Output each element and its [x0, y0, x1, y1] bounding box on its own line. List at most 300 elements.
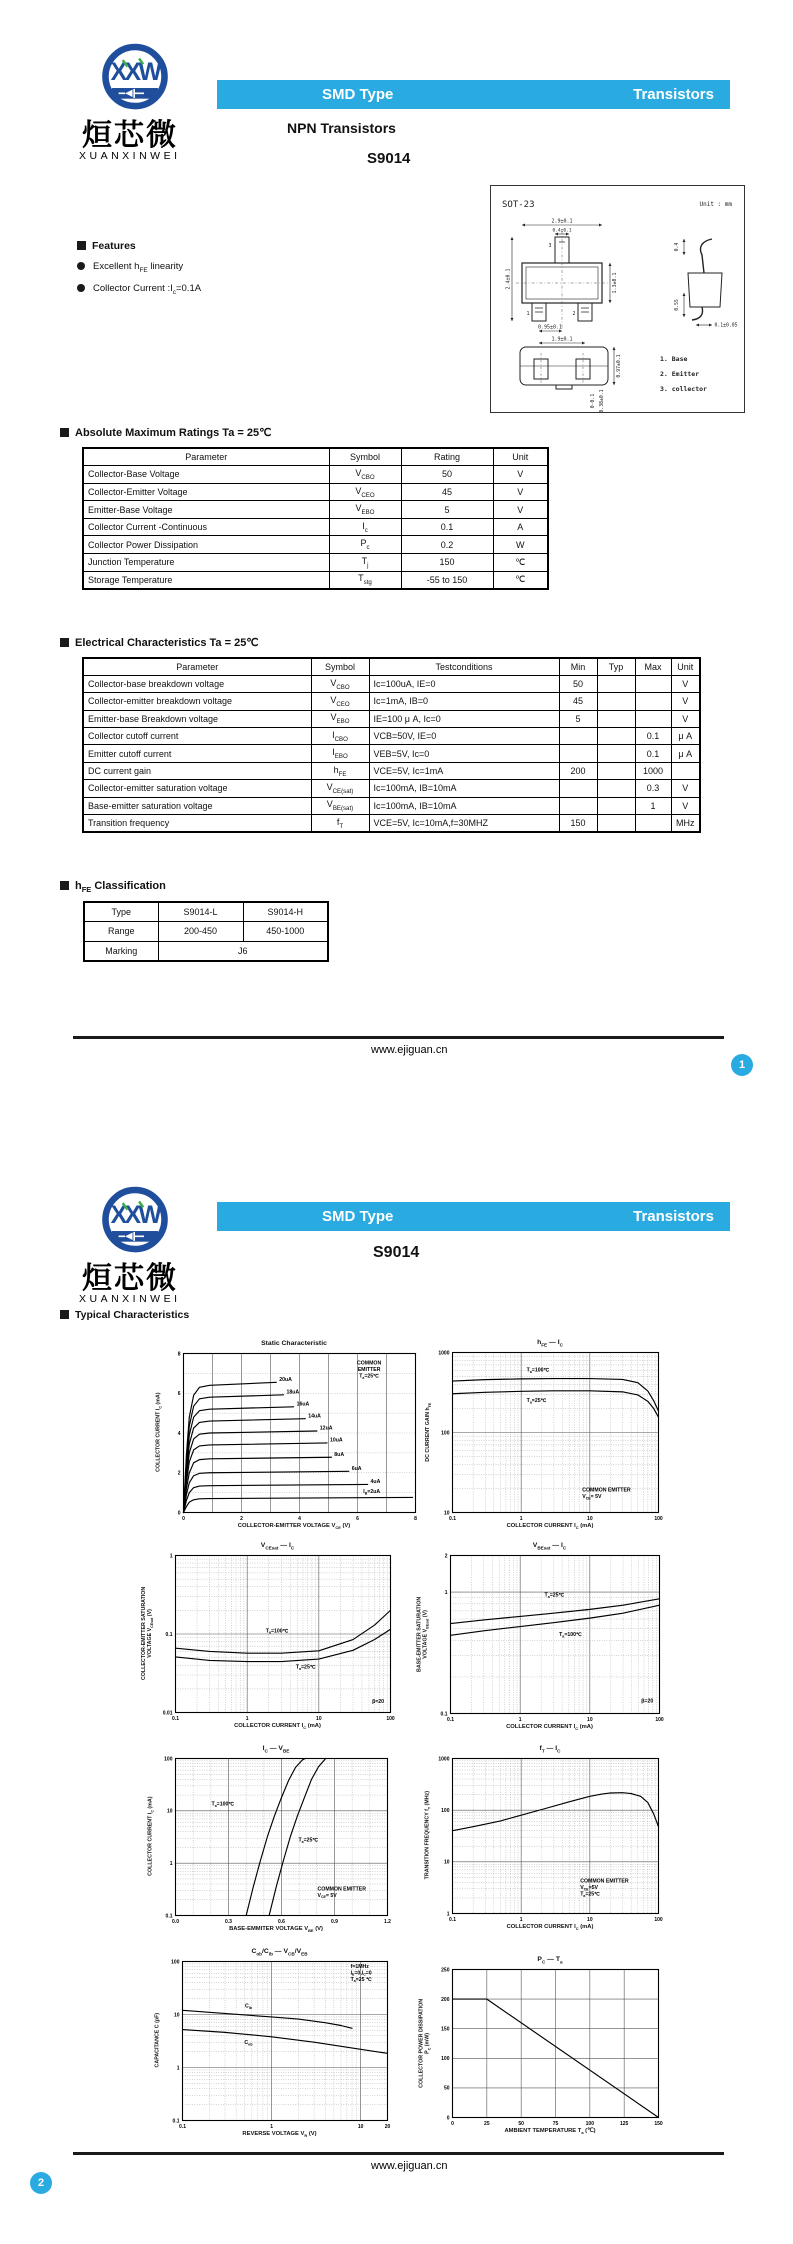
chart-xlabel-vbesat-ic: COLLECTOR CURRENT $I_C$ (mA) — [506, 1724, 593, 1732]
table-cell: $V_{BE(sat)}$ — [311, 797, 369, 814]
chart-title-ft-ic: $f_T$ — $I_C$ — [539, 1744, 561, 1753]
svg-text:Ta=25℃: $T_a=25℃$ — [295, 1664, 316, 1671]
svg-text:0: 0 — [182, 1516, 185, 1522]
table-cell — [597, 745, 635, 762]
footer-url: www.ejiguan.cn — [371, 1044, 448, 1056]
page-number-badge: 2 — [30, 2172, 52, 2194]
table-cell: Ic=100mA, IB=10mA — [369, 780, 559, 797]
svg-text:0.1: 0.1 — [447, 1717, 454, 1723]
table-cell — [671, 762, 700, 779]
table-cell: Transition frequency — [83, 815, 311, 832]
svg-text:β=20: β=20 — [641, 1698, 654, 1705]
svg-text:10uA: 10uA — [329, 1437, 343, 1444]
table-cell: 0.1 — [635, 745, 671, 762]
table-cell: V — [671, 797, 700, 814]
table-cell: Emitter-base Breakdown voltage — [83, 710, 311, 727]
svg-text:200: 200 — [441, 1996, 450, 2003]
chart-title-static-characteristic: Static Characteristic — [261, 1339, 327, 1347]
svg-text:EMITTER: EMITTER — [357, 1367, 381, 1374]
chart-xlabel-ic-vbe: BASE-EMMITER VOLTAGE $V_{BE}$ (V) — [229, 1926, 323, 1934]
table-row — [83, 693, 700, 710]
svg-text:0: 0 — [446, 2115, 450, 2122]
svg-text:1: 1 — [169, 1553, 173, 1560]
svg-text:0-0.1: 0-0.1 — [591, 393, 596, 409]
svg-text:Ta=100℃: $T_a=100℃$ — [559, 1632, 582, 1639]
table-cell: $h_{FE}$ — [311, 762, 369, 779]
table-row — [83, 466, 548, 484]
table-cell: V — [493, 466, 548, 484]
chart-ft-ic — [422, 1750, 672, 1929]
table-cell — [559, 780, 597, 797]
table-cell: 200 — [559, 762, 597, 779]
table-cell: V — [493, 483, 548, 501]
table-cell: W — [493, 536, 548, 554]
data-table — [82, 447, 549, 590]
table-cell: 0.1 — [401, 518, 493, 536]
svg-text:100: 100 — [654, 1917, 663, 1923]
svg-text:COMMON EMITTER: COMMON EMITTER — [580, 1878, 629, 1885]
chart-title-hfe-ic: $h_{FE}$ — $I_C$ — [537, 1338, 563, 1347]
chart-xlabel-pc-ta: AMBIENT TEMPERATURE $T_a$ (℃) — [504, 2128, 596, 2136]
table-cell: ℃ — [493, 554, 548, 572]
svg-text:0.1: 0.1 — [165, 1913, 173, 1920]
table-cell: VCB=50V, IE=0 — [369, 728, 559, 745]
svg-text:Ta=25℃: $T_a=25℃$ — [580, 1891, 601, 1898]
brand-name-cn: 烜芯微 — [82, 1262, 178, 1295]
table-cell: μ A — [671, 728, 700, 745]
svg-text:VCE=5V: $V_{CE}=5V$ — [580, 1885, 598, 1892]
svg-text:3: 3 — [548, 243, 552, 249]
svg-text:0.4±0.1: 0.4±0.1 — [552, 228, 572, 234]
table-cell: Ic=100mA, IB=10mA — [369, 797, 559, 814]
table-cell: 5 — [559, 710, 597, 727]
section-square-icon — [77, 241, 86, 250]
header-bar-right-label: Transistors — [633, 86, 714, 103]
chart-xlabel-ft-ic: COLLECTOR CURRENT $I_C$ (mA) — [506, 1924, 594, 1932]
svg-text:3. collector: 3. collector — [660, 385, 707, 393]
chart-static-characteristic — [153, 1345, 429, 1528]
table-cell: -55 to 150 — [401, 571, 493, 589]
svg-text:0.01: 0.01 — [162, 1710, 173, 1717]
section-square-icon — [60, 638, 69, 647]
chart-ic-vbe — [145, 1750, 401, 1931]
table-cell: J6 — [158, 941, 328, 961]
chart-title-cob-cib: $C_{ob}/C_{ib}$ — $V_{CB}/V_{EB}$ — [251, 1947, 308, 1956]
svg-text:XXW: XXW — [110, 58, 160, 86]
table-cell: 5 — [401, 501, 493, 519]
feature-item: Excellent $h_{FE}$ linearity — [77, 261, 201, 274]
svg-text:50: 50 — [518, 2121, 524, 2127]
table-cell: IE=100 μ A, Ic=0 — [369, 710, 559, 727]
svg-text:0.1: 0.1 — [172, 2118, 180, 2125]
table-row — [84, 922, 328, 942]
footer-rule — [73, 2152, 724, 2155]
table-cell: V — [671, 693, 700, 710]
svg-text:0.3: 0.3 — [225, 1919, 232, 1925]
svg-text:12uA: 12uA — [319, 1425, 333, 1432]
chart-ylabel-ft-ic: TRANSITION FREQUENCY $f_T$ (MHz) — [424, 1791, 432, 1880]
svg-text:0.55: 0.55 — [675, 299, 680, 311]
table-cell: VEB=5V, Ic=0 — [369, 745, 559, 762]
page-number-badge: 1 — [731, 1054, 753, 1076]
svg-text:14uA: 14uA — [308, 1413, 321, 1420]
svg-text:10: 10 — [316, 1716, 322, 1722]
brand-logo — [94, 42, 176, 116]
svg-text:VCE= 5V: $V_{CE}= 5V$ — [582, 1494, 602, 1501]
part-number: S9014 — [367, 150, 411, 167]
section-square-icon — [60, 1310, 69, 1319]
header-bar-left-label: SMD Type — [322, 1208, 394, 1225]
svg-text:0.97±0.1: 0.97±0.1 — [617, 354, 622, 378]
svg-text:50: 50 — [443, 2085, 450, 2092]
svg-text:Ta=100℃: $T_a=100℃$ — [265, 1628, 289, 1635]
svg-text:2. Emitter: 2. Emitter — [660, 370, 700, 378]
svg-text:1. Base: 1. Base — [660, 355, 688, 363]
table-cell: Range — [84, 922, 158, 942]
header-bar — [217, 80, 730, 109]
svg-text:1: 1 — [444, 1589, 448, 1596]
table-cell: VCE=5V, Ic=10mA,f=30MHZ — [369, 815, 559, 832]
table-cell: V — [671, 675, 700, 692]
svg-text:0.1: 0.1 — [440, 1711, 448, 1718]
svg-text:1: 1 — [446, 1911, 450, 1918]
table-cell: MHz — [671, 815, 700, 832]
svg-text:100: 100 — [441, 2056, 450, 2063]
svg-text:6: 6 — [177, 1391, 181, 1398]
table-cell: 45 — [401, 483, 493, 501]
table-row — [84, 902, 328, 922]
table-cell: Ic=1mA, IB=0 — [369, 693, 559, 710]
table-cell — [559, 728, 597, 745]
table-cell: Collector-emitter breakdown voltage — [83, 693, 311, 710]
table-cell: Max — [635, 658, 671, 675]
svg-text:1: 1 — [176, 2065, 180, 2072]
chart-ylabel-pc-ta: COLLECTOR POWER DISSIPATION $P_C$ (mW) — [418, 1998, 432, 2088]
chart-hfe-ic — [422, 1344, 672, 1528]
table-cell — [597, 693, 635, 710]
table-cell: V — [671, 710, 700, 727]
svg-text:18uA: 18uA — [286, 1389, 300, 1396]
chart-title-vcesat-ic: $V_{CEsat}$ — $I_C$ — [260, 1541, 295, 1550]
svg-text:10: 10 — [173, 2012, 180, 2019]
table-cell — [597, 780, 635, 797]
svg-text:1.3±0.1: 1.3±0.1 — [612, 272, 618, 294]
svg-text:1: 1 — [519, 1917, 523, 1923]
section-square-icon — [60, 428, 69, 437]
table-cell: Parameter — [83, 658, 311, 675]
svg-text:10: 10 — [587, 1516, 593, 1522]
svg-text:Cob: $C_{ob}$ — [244, 2040, 253, 2047]
table-cell: 1 — [635, 797, 671, 814]
table-row — [83, 658, 700, 675]
table-cell: $V_{CE(sat)}$ — [311, 780, 369, 797]
table-cell: Symbol — [329, 448, 401, 466]
table-cell: S9014-L — [158, 902, 243, 922]
svg-text:1: 1 — [518, 1717, 522, 1723]
svg-text:1: 1 — [245, 1716, 249, 1722]
table-cell — [635, 693, 671, 710]
svg-text:8: 8 — [414, 1516, 417, 1522]
hfe-class-heading: $h_{FE}$ Classification — [60, 880, 166, 894]
chart-xlabel-static-characteristic: COLLECTOR-EMITTER VOLTAGE $V_{CE}$ (V) — [237, 1523, 351, 1531]
bullet-icon — [77, 262, 85, 270]
svg-text:6uA: 6uA — [351, 1465, 362, 1472]
table-cell — [597, 815, 635, 832]
table-cell: 150 — [559, 815, 597, 832]
svg-text:125: 125 — [619, 2121, 629, 2127]
table-cell: $V_{EBO}$ — [311, 710, 369, 727]
table-row — [83, 571, 548, 589]
table-cell: 45 — [559, 693, 597, 710]
features-section — [77, 240, 201, 305]
table-cell: 50 — [559, 675, 597, 692]
svg-text:0.9: 0.9 — [331, 1919, 338, 1925]
table-cell: 450-1000 — [243, 922, 328, 942]
table-cell: S9014-H — [243, 902, 328, 922]
table-cell: μ A — [671, 745, 700, 762]
svg-text:Ta=25℃: $T_a=25℃$ — [359, 1373, 379, 1380]
table-row — [83, 745, 700, 762]
svg-text:2: 2 — [572, 311, 576, 317]
table-row — [83, 780, 700, 797]
svg-text:16uA: 16uA — [296, 1401, 310, 1408]
chart-vcesat-ic — [145, 1547, 404, 1728]
svg-text:1.2: 1.2 — [384, 1919, 391, 1925]
svg-text:0: 0 — [177, 1510, 181, 1517]
table-row — [83, 710, 700, 727]
table-cell: 150 — [401, 554, 493, 572]
svg-text:8: 8 — [177, 1351, 181, 1358]
table-row — [83, 448, 548, 466]
chart-xlabel-vcesat-ic: COLLECTOR CURRENT $I_C$ (mA) — [234, 1723, 321, 1731]
svg-text:100: 100 — [164, 1756, 173, 1763]
table-cell: Emitter-Base Voltage — [83, 501, 329, 519]
amr-heading: Absolute Maximum Ratings Ta = 25℃ — [60, 426, 271, 439]
svg-text:COMMON EMITTER: COMMON EMITTER — [582, 1487, 631, 1494]
svg-text:100: 100 — [655, 1717, 664, 1723]
header-bar-left-label: SMD Type — [322, 86, 394, 103]
svg-text:6: 6 — [356, 1516, 359, 1522]
svg-text:150: 150 — [654, 2121, 663, 2127]
chart-ylabel-vbesat-ic: BASE-EMITTER SATURATION VOLTAGE $V_{BEsat}$ (V) — [416, 1596, 430, 1672]
typical-characteristics-heading: Typical Characteristics — [60, 1309, 189, 1321]
doc-subtitle: NPN Transistors — [287, 120, 396, 136]
svg-text:f=1MHz: f=1MHz — [350, 1963, 369, 1970]
svg-text:Ta=25 ℃: $T_a=25$ ℃ — [350, 1976, 372, 1984]
svg-text:0.1: 0.1 — [449, 1516, 456, 1522]
table-row — [83, 536, 548, 554]
table-cell: 50 — [401, 466, 493, 484]
chart-ylabel-vcesat-ic: COLLECTOR-EMITTER SATURATION VOLTAGE $V_{CEsat}$ (V) — [141, 1586, 155, 1681]
table-row — [84, 941, 328, 961]
svg-text:1000: 1000 — [438, 1350, 450, 1357]
svg-text:8uA: 8uA — [334, 1451, 345, 1458]
table-row — [83, 815, 700, 832]
table-row — [83, 483, 548, 501]
svg-text:10: 10 — [587, 1717, 593, 1723]
svg-text:100: 100 — [171, 1959, 180, 1966]
svg-text:Ta=25℃: $T_a=25℃$ — [544, 1592, 565, 1599]
svg-text:100: 100 — [386, 1716, 395, 1722]
table-cell: $V_{CEO}$ — [311, 693, 369, 710]
table-cell: A — [493, 518, 548, 536]
table-cell: $f_T$ — [311, 815, 369, 832]
table-cell: $T_j$ — [329, 554, 401, 572]
bullet-icon — [77, 284, 85, 292]
feature-item: Collector Current $:I_c=0.1A$ — [77, 283, 201, 296]
table-cell: $P_c$ — [329, 536, 401, 554]
svg-text:1: 1 — [169, 1860, 173, 1867]
table-cell — [597, 797, 635, 814]
svg-text:0.1: 0.1 — [165, 1631, 173, 1638]
table-cell — [597, 728, 635, 745]
table-cell — [597, 675, 635, 692]
svg-text:0.4: 0.4 — [675, 242, 680, 252]
table-row — [83, 797, 700, 814]
table-cell: Typ — [597, 658, 635, 675]
table-cell: DC current gain — [83, 762, 311, 779]
svg-text:IB=2uA: $I_B=2uA$ — [363, 1489, 381, 1496]
svg-text:0.38±0.1: 0.38±0.1 — [600, 389, 605, 413]
ec-heading: Electrical Characteristics Ta = 25℃ — [60, 636, 259, 649]
features-heading: Features — [77, 240, 201, 252]
table-cell: Marking — [84, 941, 158, 961]
table-cell: Type — [84, 902, 158, 922]
chart-vbesat-ic — [420, 1547, 673, 1729]
table-cell: $V_{CBO}$ — [311, 675, 369, 692]
svg-text:4: 4 — [298, 1516, 301, 1522]
footer-url: www.ejiguan.cn — [371, 2160, 448, 2172]
chart-xlabel-hfe-ic: COLLECTOR CURRENT $I_C$ (mA) — [506, 1523, 594, 1531]
table-row — [83, 554, 548, 572]
chart-cob-cib — [152, 1953, 401, 2136]
brand-logo — [94, 1185, 176, 1259]
table-cell: V — [671, 780, 700, 797]
svg-text:20uA: 20uA — [279, 1376, 292, 1383]
hfe-classification-table — [83, 901, 329, 962]
table-cell: Base-emitter saturation voltage — [83, 797, 311, 814]
svg-text:VCE= 5V: $V_{CE}= 5V$ — [317, 1892, 337, 1900]
svg-text:100: 100 — [654, 1516, 663, 1522]
chart-ylabel-cob-cib: CAPACITANCE C (pF) — [154, 2013, 161, 2068]
table-row — [83, 518, 548, 536]
svg-text:IE=0,IC=0: $I_E=0,I_C=0$ — [350, 1970, 372, 1977]
svg-text:0.0: 0.0 — [172, 1919, 179, 1925]
svg-text:20: 20 — [384, 2124, 391, 2130]
svg-text:1: 1 — [270, 2124, 273, 2130]
chart-ylabel-static-characteristic: COLLECTOR CURRENT $I_C$ (mA) — [155, 1392, 163, 1473]
table-cell: 0.3 — [635, 780, 671, 797]
svg-text:100: 100 — [441, 1430, 450, 1437]
brand-name-cn: 烜芯微 — [82, 119, 178, 152]
table-row — [83, 501, 548, 519]
table-cell: 200-450 — [158, 922, 243, 942]
svg-text:0.1: 0.1 — [172, 1716, 179, 1722]
table-cell: Storage Temperature — [83, 571, 329, 589]
table-cell: Junction Temperature — [83, 554, 329, 572]
svg-text:Ta=25℃: $T_a=25℃$ — [298, 1837, 319, 1845]
svg-text:4uA: 4uA — [370, 1479, 381, 1486]
table-cell: 1000 — [635, 762, 671, 779]
svg-text:0.1: 0.1 — [449, 1917, 456, 1923]
chart-title-vbesat-ic: $V_{BEsat}$ — $I_C$ — [532, 1541, 567, 1550]
table-cell: Emitter cutoff current — [83, 745, 311, 762]
svg-text:COMMON: COMMON — [356, 1360, 382, 1367]
table-cell: Testconditions — [369, 658, 559, 675]
table-cell: Collector-base breakdown voltage — [83, 675, 311, 692]
table-cell — [559, 797, 597, 814]
svg-text:XXW: XXW — [110, 1201, 160, 1229]
svg-text:Cib: $C_{ib}$ — [245, 2003, 252, 2010]
data-table — [82, 657, 701, 833]
table-cell — [635, 710, 671, 727]
table-cell: V — [493, 501, 548, 519]
svg-text:1.9±0.1: 1.9±0.1 — [551, 336, 573, 343]
svg-text:COMMON EMITTER: COMMON EMITTER — [317, 1886, 366, 1893]
svg-text:100: 100 — [441, 1807, 450, 1814]
brand-name-en: XUANXINWEI — [79, 1293, 181, 1305]
table-cell: 0.2 — [401, 536, 493, 554]
table-cell: Collector-emitter saturation voltage — [83, 780, 311, 797]
svg-text:2.4±0.1: 2.4±0.1 — [505, 268, 512, 290]
table-cell — [559, 745, 597, 762]
chart-pc-ta — [422, 1961, 672, 2133]
table-cell: Collector Power Dissipation — [83, 536, 329, 554]
svg-text:2: 2 — [240, 1516, 243, 1522]
table-cell: $V_{CBO}$ — [329, 466, 401, 484]
table-cell — [635, 815, 671, 832]
svg-text:Ta=100℃: $T_a=100℃$ — [211, 1801, 235, 1808]
table-cell — [597, 762, 635, 779]
package-outline-drawing — [490, 185, 745, 413]
table-cell: $I_c$ — [329, 518, 401, 536]
svg-text:1: 1 — [519, 1516, 523, 1522]
table-cell: Ic=100uA, IE=0 — [369, 675, 559, 692]
svg-text:Ta=25℃: $T_a=25℃$ — [526, 1398, 547, 1405]
chart-ylabel-hfe-ic: DC CURRENT GAIN $h_{FE}$ — [424, 1402, 432, 1462]
svg-text:10: 10 — [166, 1808, 173, 1815]
table-cell — [597, 710, 635, 727]
table-cell: Collector-Base Voltage — [83, 466, 329, 484]
table-cell: Min — [559, 658, 597, 675]
svg-text:1000: 1000 — [438, 1756, 450, 1763]
table-cell: Unit — [493, 448, 548, 466]
svg-text:2.9±0.1: 2.9±0.1 — [551, 218, 573, 225]
svg-text:0: 0 — [451, 2121, 454, 2127]
svg-text:25: 25 — [484, 2121, 490, 2127]
svg-text:2: 2 — [177, 1470, 181, 1477]
table-cell: Symbol — [311, 658, 369, 675]
svg-text:0.1: 0.1 — [179, 2124, 186, 2130]
svg-text:2: 2 — [444, 1553, 448, 1560]
footer-rule — [73, 1036, 724, 1039]
electrical-characteristics-table — [82, 657, 701, 833]
svg-text:1: 1 — [526, 311, 530, 317]
table-row — [83, 762, 700, 779]
section-square-icon — [60, 881, 69, 890]
svg-text:β=20: β=20 — [372, 1699, 385, 1706]
svg-text:10: 10 — [443, 1510, 450, 1517]
table-row — [83, 728, 700, 745]
table-row — [83, 675, 700, 692]
chart-ylabel-ic-vbe: COLLECTOR CURRENT $I_C$ (mA) — [147, 1796, 155, 1877]
table-cell: Collector-Emitter Voltage — [83, 483, 329, 501]
table-cell: $I_{EBO}$ — [311, 745, 369, 762]
table-cell — [635, 675, 671, 692]
svg-text:0.6: 0.6 — [278, 1919, 285, 1925]
table-cell: Collector Current -Continuous — [83, 518, 329, 536]
svg-text:Ta=100℃: $T_a=100℃$ — [526, 1367, 550, 1374]
